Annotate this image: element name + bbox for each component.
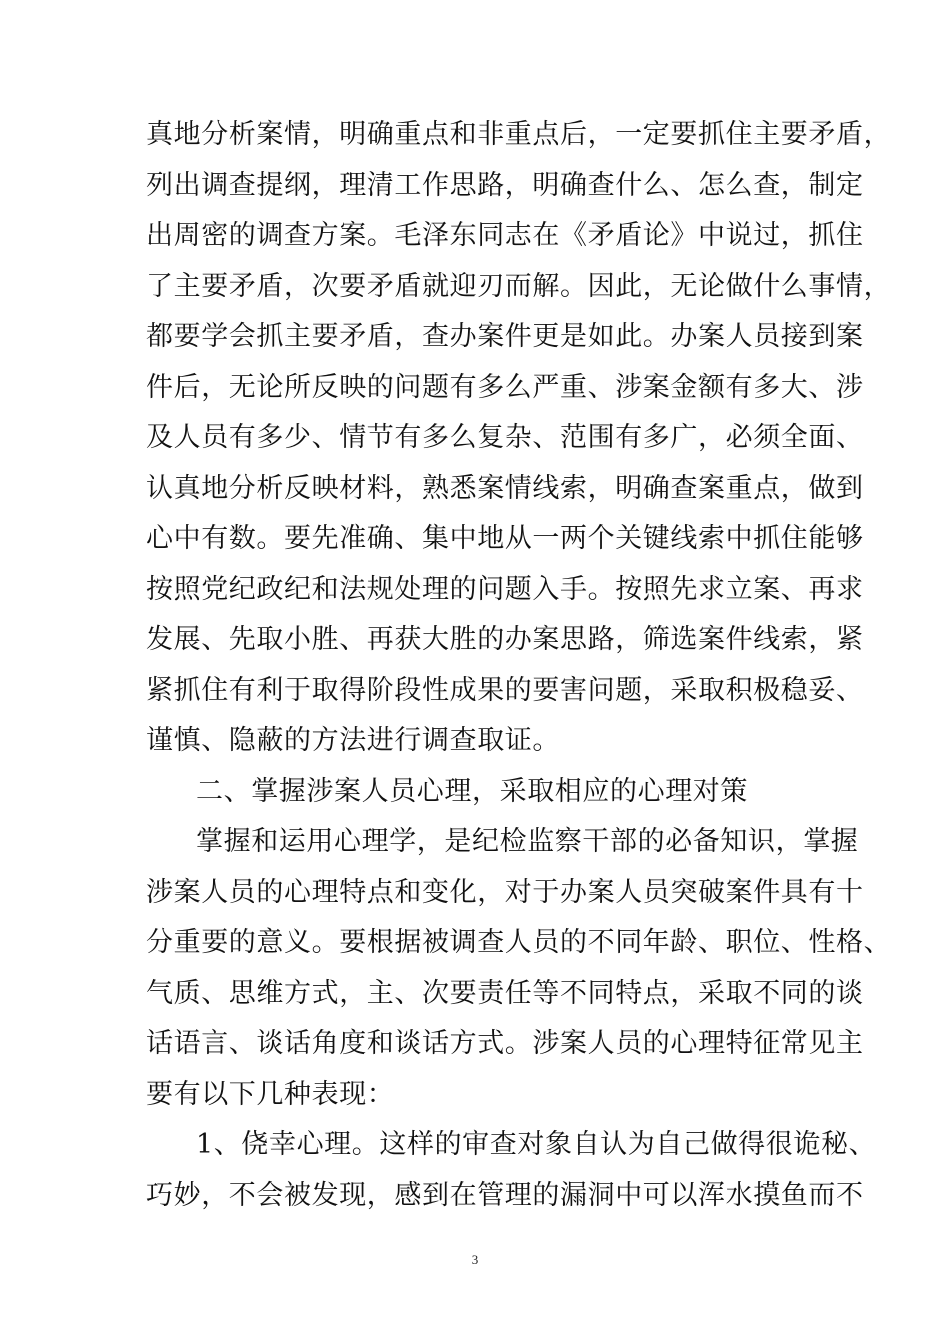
text-line: 话语言、谈话角度和谈话方式。涉案人员的心理特征常见主 bbox=[146, 1028, 864, 1059]
text-line: 1、侥幸心理。这样的审查对象自认为自己做得很诡秘、 bbox=[196, 1129, 877, 1160]
text-line: 认真地分析反映材料，熟悉案情线索，明确查案重点，做到 bbox=[146, 472, 864, 504]
paragraph-continuation bbox=[146, 110, 892, 767]
text-line: 掌握和运用心理学，是纪检监察干部的必备知识，掌握 bbox=[196, 826, 859, 857]
text-line: 件后，无论所反映的问题有多么严重、涉案金额有多大、涉 bbox=[146, 371, 864, 403]
text-line: 分重要的意义。要根据被调查人员的不同年龄、职位、性格、 bbox=[146, 927, 892, 958]
text-line: 心中有数。要先准确、集中地从一两个关键线索中抓住能够 bbox=[146, 523, 864, 554]
text-line: 巧妙，不会被发现，感到在管理的漏洞中可以浑水摸鱼而不 bbox=[146, 1179, 864, 1211]
text-line: 发展、先取小胜、再获大胜的办案思路，筛选案件线索，紧 bbox=[146, 624, 864, 655]
text-line: 涉案人员的心理特点和变化，对于办案人员突破案件具有十 bbox=[146, 876, 864, 908]
text-line: 了主要矛盾，次要矛盾就迎刃而解。因此，无论做什么事情， bbox=[146, 270, 892, 302]
text-line: 谨慎、隐蔽的方法进行调查取证。 bbox=[146, 725, 560, 756]
text-line: 都要学会抓主要矛盾，查办案件更是如此。办案人员接到案 bbox=[146, 321, 864, 352]
page-number: 3 bbox=[471, 1252, 479, 1267]
body-text bbox=[146, 110, 892, 1221]
section-heading bbox=[146, 767, 814, 818]
paragraph bbox=[146, 817, 892, 1120]
text-line: 出周密的调查方案。毛泽东同志在《矛盾论》中说过，抓住 bbox=[146, 220, 864, 251]
paragraph bbox=[146, 1120, 877, 1221]
text-line: 要有以下几种表现： bbox=[146, 1078, 395, 1110]
heading-text: 二、掌握涉案人员心理，采取相应的心理对策 bbox=[196, 775, 748, 807]
text-line: 及人员有多少、情节有多么复杂、范围有多广，必须全面、 bbox=[146, 422, 864, 453]
text-line: 紧抓住有利于取得阶段性成果的要害问题，采取积极稳妥、 bbox=[146, 674, 864, 706]
text-line: 按照党纪政纪和法规处理的问题入手。按照先求立案、再求 bbox=[146, 573, 864, 605]
text-line: 列出调查提纲，理清工作思路，明确查什么、怎么查，制定 bbox=[146, 169, 864, 201]
text-line: 气质、思维方式，主、次要责任等不同特点，采取不同的谈 bbox=[146, 977, 864, 1009]
text-line: 真地分析案情，明确重点和非重点后，一定要抓住主要矛盾， bbox=[146, 119, 892, 150]
